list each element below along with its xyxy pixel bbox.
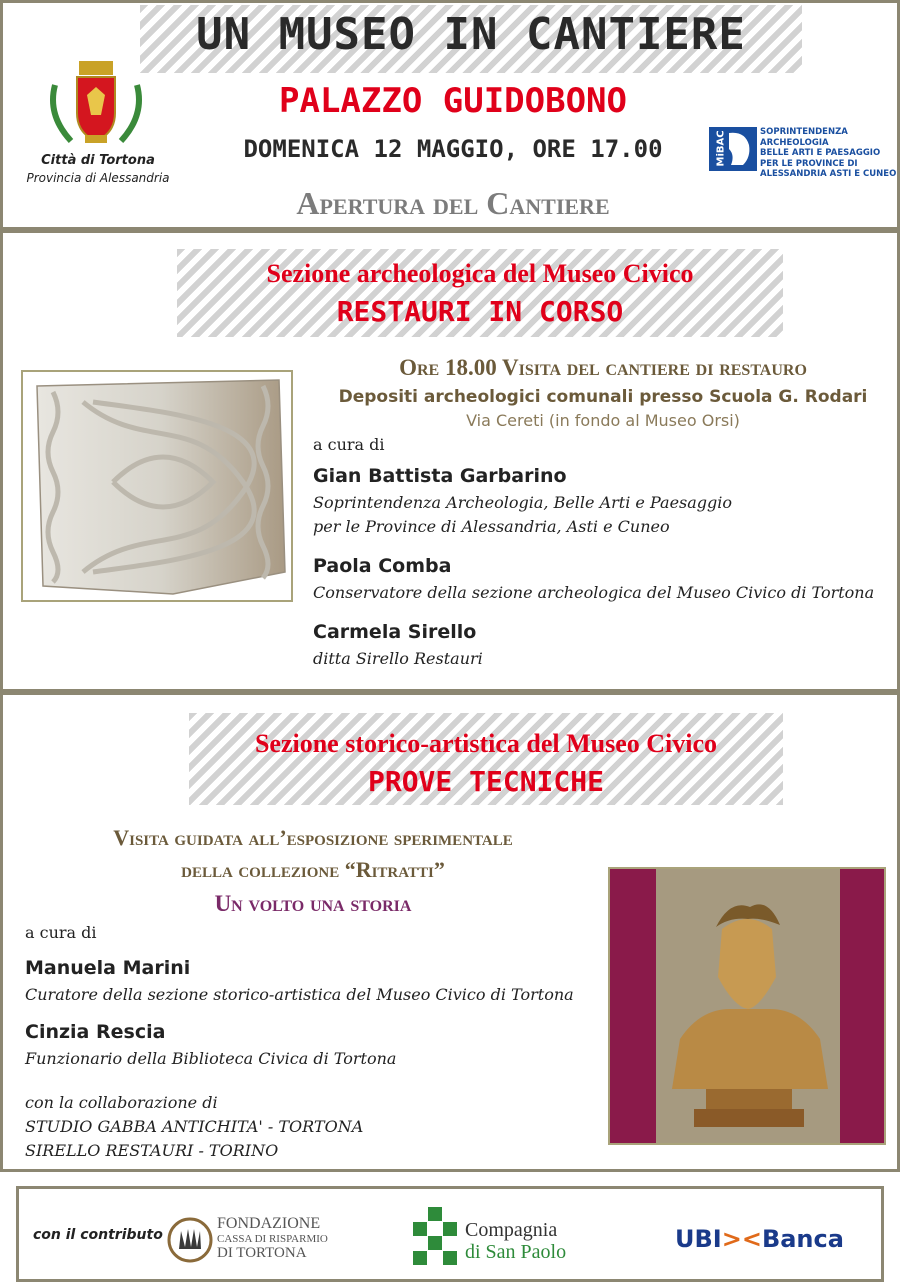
person-role: Conservatore della sezione archeologica del Museo Civico di Tortona: [313, 583, 875, 602]
collab-intro: con la collaborazione di: [25, 1093, 218, 1112]
banca-text: Banca: [761, 1225, 844, 1253]
person-role: per le Province di Alessandria, Asti e Cuneo: [313, 517, 670, 536]
city-name: Città di Tortona: [41, 153, 155, 168]
page-title: UN MUSEO IN CANTIERE: [196, 9, 746, 60]
visit-line: [308, 355, 898, 381]
visit-time: Ore 18.00: [399, 355, 497, 380]
mibac-line: PER LE PROVINCE DI: [760, 158, 858, 169]
fondazione-line: FONDAZIONE: [217, 1215, 321, 1232]
fondazione-line: CASSA DI RISPARMIO: [217, 1233, 328, 1245]
section2-cura: a cura di: [25, 923, 97, 942]
visit-location: Depositi archeologici comunali presso Scuola G. Rodari: [338, 387, 868, 407]
ubi-banca-logo: [675, 1225, 844, 1253]
person-name: Cinzia Rescia: [25, 1021, 166, 1043]
province-name: Provincia di Alessandria: [26, 171, 170, 185]
bust-portrait-image: [608, 867, 886, 1145]
compagnia-line: Compagnia: [465, 1219, 558, 1241]
fondazione-logo: [167, 1217, 213, 1263]
section1-heading: Sezione archeologica del Museo Civico: [266, 259, 694, 288]
person-name: Manuela Marini: [25, 957, 191, 979]
person-role: Funzionario della Biblioteca Civica di Tortona: [25, 1049, 397, 1068]
footer-sponsors: [16, 1186, 884, 1282]
compagnia-line: di San Paolo: [465, 1241, 567, 1263]
tour-line-3: Un volto una storia: [214, 891, 412, 916]
stone-relief-image: [21, 370, 293, 602]
mibac-text: [760, 127, 900, 180]
person-role: Curatore della sezione storico-artistica del Museo Civico di Tortona: [25, 985, 574, 1004]
section1-cura: a cura di: [313, 435, 385, 454]
compagnia-logo: [413, 1207, 457, 1265]
person-name: Gian Battista Garbarino: [313, 465, 567, 487]
person-role: Soprintendenza Archeologia, Belle Arti e Paesaggio: [313, 493, 733, 512]
fondazione-text: [217, 1215, 328, 1262]
collab-item: SIRELLO RESTAURI - TORINO: [25, 1141, 279, 1160]
collab-item: STUDIO GABBA ANTICHITA' - TORTONA: [25, 1117, 364, 1136]
venue-title: PALAZZO GUIDOBONO: [279, 81, 627, 121]
visit-event: Visita del cantiere di restauro: [502, 355, 807, 380]
compagnia-text: [465, 1219, 566, 1263]
ubi-chevron-icon: ><: [721, 1225, 762, 1253]
person-name: Carmela Sirello: [313, 621, 477, 643]
ubi-text: UBI: [675, 1225, 722, 1253]
section-archeologica: [0, 230, 900, 692]
section-storico-artistica: [0, 692, 900, 1172]
mibac-logo: [709, 127, 757, 171]
visit-address: Via Cereti (in fondo al Museo Orsi): [466, 411, 740, 430]
mibac-line: ALESSANDRIA ASTI E CUNEO: [760, 169, 897, 179]
tour-line-2: della collezione “Ritratti”: [181, 857, 445, 882]
fondazione-line: DI TORTONA: [217, 1245, 307, 1261]
event-date: DOMENICA 12 MAGGIO, ORE 17.00: [243, 135, 663, 163]
section2-subheading: PROVE TECNICHE: [367, 765, 604, 798]
event-subtitle: Apertura del Cantiere: [296, 185, 610, 221]
tour-line-1: Visita guidata all’esposizione sperimentale: [113, 825, 513, 850]
tortona-crest-logo: [41, 55, 151, 150]
mibac-line: SOPRINTENDENZA ARCHEOLOGIA: [760, 127, 848, 148]
mibac-mark: MiBAC: [715, 130, 727, 167]
section1-subheading: RESTAURI IN CORSO: [336, 295, 624, 328]
contrib-label: con il contributo: [33, 1227, 163, 1243]
mibac-line: BELLE ARTI E PAESAGGIO: [760, 148, 881, 158]
header-panel: [0, 0, 900, 230]
section2-heading: Sezione storico-artistica del Museo Civico: [254, 729, 718, 758]
person-role: ditta Sirello Restauri: [313, 649, 483, 668]
person-name: Paola Comba: [313, 555, 452, 577]
